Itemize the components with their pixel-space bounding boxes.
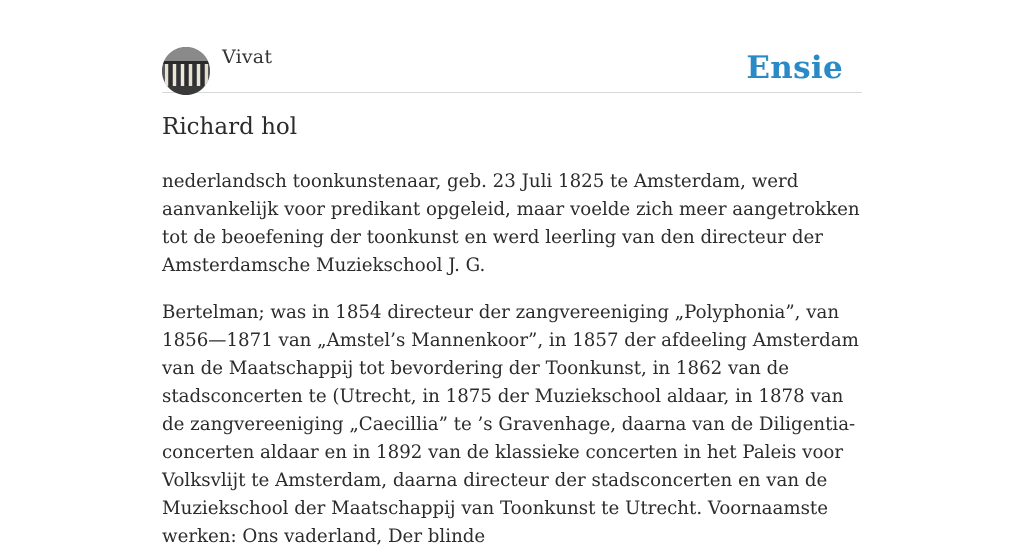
article-page [162, 0, 862, 547]
source-avatar[interactable] [162, 47, 210, 95]
article-paragraph: Bertelman; was in 1854 directeur der zangvereeniging „Polyphonia”, van 1856—1871 van „Amstel’s Mannenkoor”, in 1857 der afdeeling Amsterdam van de Maatschappij tot bevordering der Toonkunst, in 1862 van de stadsconcerten te (Utrecht, in 1875 der Muziekschool aldaar, in 1878 van de zangvereeniging „Caecillia” te ’s Gravenhage, daarna van de Diligentia-concerten aldaar en in 1892 van de klassieke concerten in het Paleis voor Volksvlijt te Amsterdam, daarna directeur der stadsconcerten en van de Muziekschool der Maatschappij van Toonkunst te Utrecht. Voornaamste werken: Ons vaderland, Der blinde [162, 302, 859, 547]
article-title: Richard hol [162, 114, 298, 140]
brand-logo[interactable]: Ensie [746, 50, 843, 86]
source-name[interactable]: Vivat [222, 46, 273, 68]
header [162, 46, 862, 93]
book-spines-icon [162, 47, 210, 95]
article-paragraph: nederlandsch toonkunstenaar, geb. 23 Juli 1825 te Amsterdam, werd aanvankelijk voor predikant opgeleid, maar voelde zich meer aangetrokken tot de beoefening der toonkunst en werd leerling van den directeur der Amsterdamsche Muziekschool J. G. [162, 171, 860, 276]
